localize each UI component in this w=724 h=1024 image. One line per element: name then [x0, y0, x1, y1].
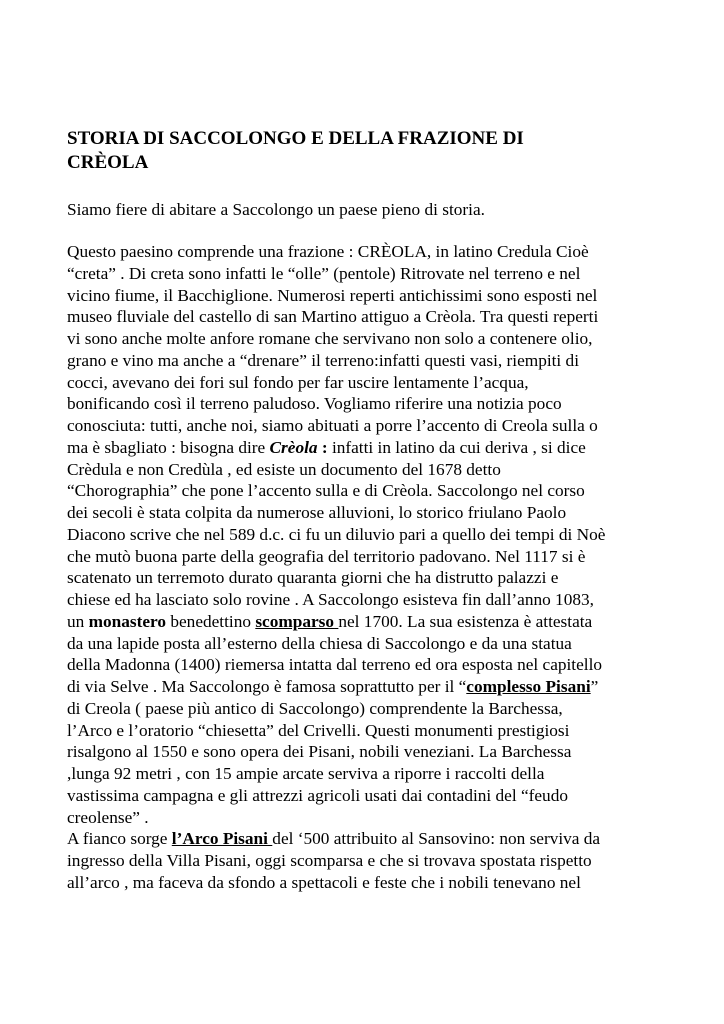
- text-run: di via Selve . Ma Saccolongo è famosa soprattutto per il “: [67, 677, 467, 696]
- complesso-pisani-emphasis: complesso Pisani: [466, 677, 591, 696]
- text-run: del ‘500 attribuito al Sansovino: non serviva da: [272, 829, 601, 849]
- document-title: [67, 127, 667, 175]
- text-line: bonificando così il terreno paludoso. Vogliamo riferire una notizia poco: [67, 394, 562, 414]
- colon-emphasis: :: [317, 437, 328, 457]
- text-run: nel 1700. La sua esistenza è attestata: [338, 611, 593, 631]
- text-line: risalgono al 1550 e sono opera dei Pisani, nobili veneziani. La Barchessa: [67, 742, 572, 762]
- text-line: all’arco , ma faceva da sfondo a spettacoli e feste che i nobili tenevano nel: [67, 872, 581, 892]
- text-line: ,lunga 92 metri , con 15 ampie arcate serviva a riporre i raccolti della: [67, 764, 545, 783]
- scomparso-emphasis: scomparso: [255, 611, 335, 631]
- text-line: che mutò buona parte della geografia del territorio padovano. Nel 1117 si è: [67, 546, 586, 566]
- document-page: [67, 127, 667, 894]
- text-line: grano e vino ma anche a “drenare” il terreno:infatti questi vasi, riempiti di: [67, 350, 579, 370]
- text-run: A fianco sorge: [67, 829, 172, 849]
- text-run: benedettino: [166, 611, 256, 631]
- text-line: vicino fiume, il Bacchiglione. Numerosi reperti antichissimi sono esposti nel: [67, 285, 598, 305]
- text-line: museo fluviale del castello di san Martino attiguo a Crèola. Tra questi reperti: [67, 307, 599, 327]
- text-line: di Creola ( paese più antico di Saccolongo) comprendente la Barchessa,: [67, 698, 563, 718]
- text-line: “Chorographia” che pone l’accento sulla e di Crèola. Saccolongo nel corso: [67, 481, 585, 501]
- text-run: infatti in latino da cui deriva , si dice: [327, 437, 586, 457]
- text-line: scatenato un terremoto durato quaranta giorni che ha distrutto palazzi e: [67, 568, 559, 588]
- text-run: un: [67, 611, 89, 631]
- text-line: cocci, avevano dei fori sul fondo per far uscire lentamente l’acqua,: [67, 372, 529, 392]
- text-line: vastissima campagna e gli attrezzi agricoli usati dai contadini del “feudo: [67, 785, 568, 805]
- text-run: ”: [590, 677, 599, 696]
- text-run: ma è sbagliato : bisogna dire: [67, 437, 270, 457]
- text-line: chiese ed ha lasciato solo rovine . A Saccolongo esisteva fin dall’anno 1083,: [67, 590, 594, 609]
- text-line: vi sono anche molte anfore romane che servivano non solo a contenere olio,: [67, 329, 593, 348]
- text-line: [67, 676, 667, 698]
- monastero-emphasis: monastero: [88, 611, 167, 631]
- text-line: dei secoli è stata colpita da numerose alluvioni, lo storico friulano Paolo: [67, 503, 567, 522]
- text-line: [67, 437, 667, 459]
- text-line: [67, 611, 667, 633]
- text-line: l’Arco e l’oratorio “chiesetta” del Crivelli. Questi monumenti prestigiosi: [67, 720, 570, 740]
- text-line: [67, 828, 667, 850]
- text-line: da una lapide posta all’esterno della chiesa di Saccolongo e da una statua: [67, 633, 572, 653]
- text-line: conosciuta: tutti, anche noi, siamo abituati a porre l’accento di Creola sulla o: [67, 416, 598, 435]
- title-line-1: STORIA DI SACCOLONGO E DELLA FRAZIONE DI: [67, 128, 524, 149]
- intro-paragraph: Siamo fiere di abitare a Saccolongo un paese pieno di storia.: [67, 200, 485, 219]
- text-line: Diacono scrive che nel 589 d.c. ci fu un diluvio pari a quello dei tempi di Noè: [67, 524, 606, 544]
- text-line: ingresso della Villa Pisani, oggi scomparsa e che si trovava spostata rispetto: [67, 851, 592, 870]
- text-line: Questo paesino comprende una frazione : CRÈOLA, in latino Credula Cioè: [67, 242, 589, 261]
- text-line: Crèdula e non Credùla , ed esiste un documento del 1678 detto: [67, 459, 501, 479]
- arco-paragraph: [67, 828, 667, 893]
- text-line: creolense” .: [67, 807, 149, 827]
- arco-pisani-emphasis: l’Arco Pisani: [171, 829, 268, 849]
- text-line: della Madonna (1400) riemersa intatta dal terreno ed ora esposta nel capitello: [67, 655, 603, 675]
- history-paragraph: [67, 241, 667, 828]
- title-line-2: CRÈOLA: [67, 152, 149, 173]
- creola-emphasis: Crèola: [269, 437, 318, 457]
- text-line: “creta” . Di creta sono infatti le “olle” (pentole) Ritrovate nel terreno e nel: [67, 263, 581, 283]
